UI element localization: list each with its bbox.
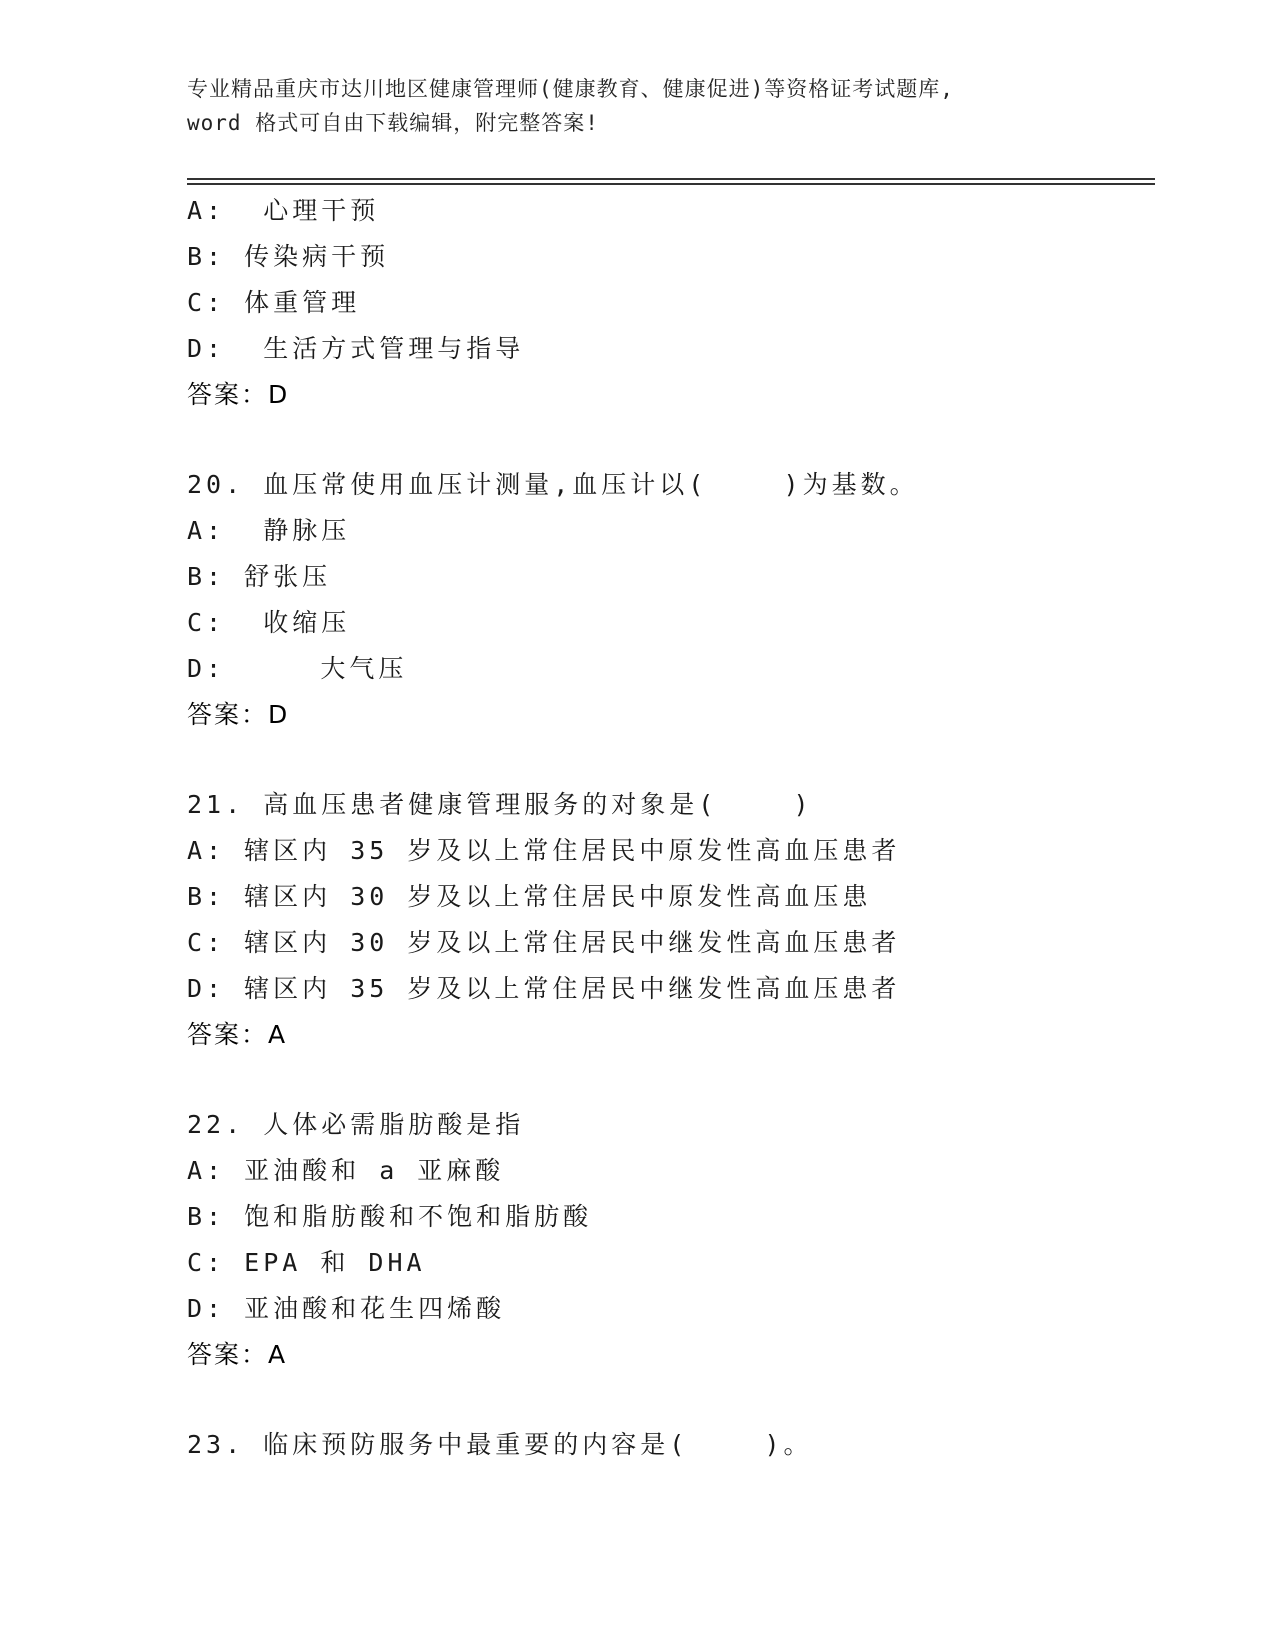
header-divider-bottom <box>187 183 1155 185</box>
answer-line: 答案：D <box>187 700 290 729</box>
question-20 <box>187 462 1147 738</box>
spacer <box>187 1058 1147 1102</box>
answer-line: 答案：A <box>187 1020 288 1049</box>
document-header <box>187 72 1087 140</box>
option-c: C: EPA 和 DHA <box>187 1248 426 1277</box>
header-line-1: 专业精品重庆市达川地区健康管理师(健康教育、健康促进)等资格证考试题库, <box>187 77 954 101</box>
option-b: B: 饱和脂肪酸和不饱和脂肪酸 <box>187 1202 593 1231</box>
header-divider-top <box>187 178 1155 180</box>
option-a: A: 心理干预 <box>187 196 380 225</box>
question-list <box>187 188 1147 1468</box>
question-19-continued <box>187 188 1147 418</box>
spacer <box>187 418 1147 462</box>
question-stem: 23. 临床预防服务中最重要的内容是( )。 <box>187 1430 813 1459</box>
option-c: C: 收缩压 <box>187 608 351 637</box>
option-d: D: 辖区内 35 岁及以上常住居民中继发性高血压患者 <box>187 974 901 1003</box>
question-22 <box>187 1102 1147 1378</box>
answer-line: 答案：D <box>187 380 290 409</box>
option-d: D: 生活方式管理与指导 <box>187 334 525 363</box>
question-21 <box>187 782 1147 1058</box>
option-d: D: 亚油酸和花生四烯酸 <box>187 1294 506 1323</box>
option-a: A: 亚油酸和 a 亚麻酸 <box>187 1156 505 1185</box>
option-b: B: 辖区内 30 岁及以上常住居民中原发性高血压患 <box>187 882 872 911</box>
option-c: C: 辖区内 30 岁及以上常住居民中继发性高血压患者 <box>187 928 901 957</box>
option-b: B: 舒张压 <box>187 562 332 591</box>
question-stem: 22. 人体必需脂肪酸是指 <box>187 1110 525 1139</box>
question-stem: 20. 血压常使用血压计测量,血压计以( )为基数。 <box>187 470 919 499</box>
spacer <box>187 738 1147 782</box>
option-b: B: 传染病干预 <box>187 242 390 271</box>
option-a: A: 辖区内 35 岁及以上常住居民中原发性高血压患者 <box>187 836 901 865</box>
option-c: C: 体重管理 <box>187 288 361 317</box>
question-23 <box>187 1422 1147 1468</box>
spacer <box>187 1378 1147 1422</box>
option-d: D: 大气压 <box>187 654 408 683</box>
option-a: A: 静脉压 <box>187 516 351 545</box>
question-stem: 21. 高血压患者健康管理服务的对象是( ) <box>187 790 813 819</box>
header-line-2: word 格式可自由下载编辑，附完整答案! <box>187 111 599 135</box>
answer-line: 答案：A <box>187 1340 288 1369</box>
